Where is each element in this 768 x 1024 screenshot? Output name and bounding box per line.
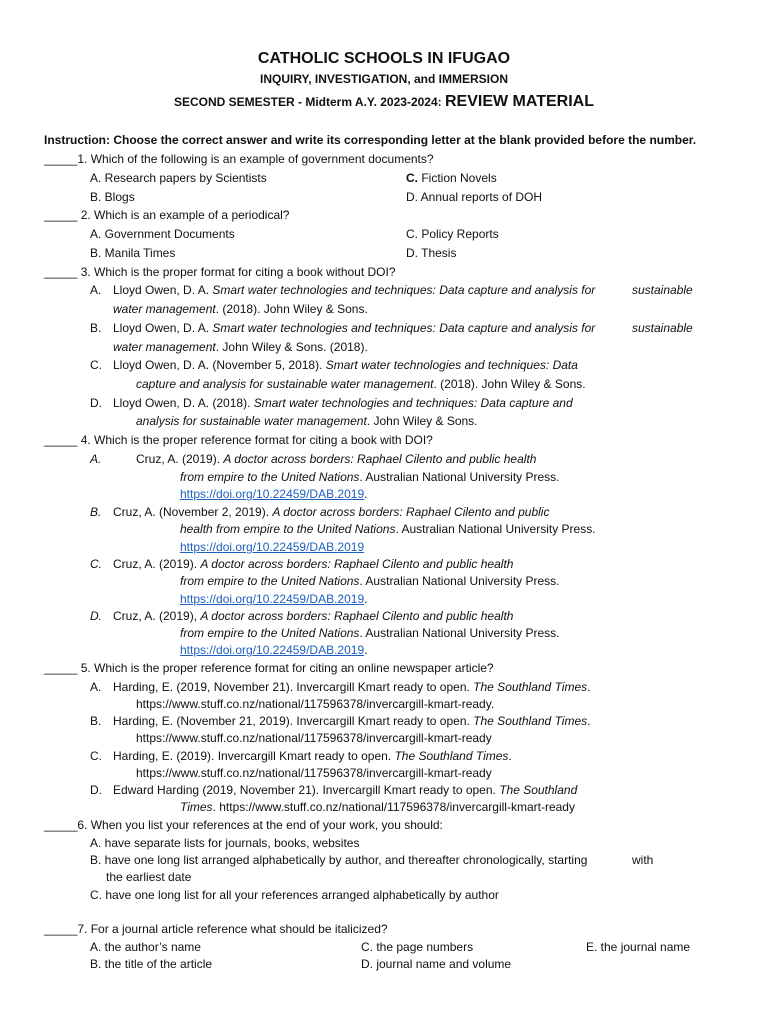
- q5-option-c-line1: [113, 748, 512, 765]
- q4-option-b-line3: [180, 539, 364, 556]
- q5-option-c-letter: C.: [90, 749, 102, 763]
- q5-c-paper: The Southland Times: [394, 749, 509, 763]
- q4-c-publisher: . Australian National University Press.: [359, 574, 560, 588]
- q4-option-a-line3: [180, 486, 367, 503]
- q1-option-a: A. Research papers by Scientists: [90, 171, 267, 185]
- q6-option-a: A. have separate lists for journals, books, websites: [90, 836, 360, 850]
- q4-b-doi-link[interactable]: https://doi.org/10.22459/DAB.2019: [180, 540, 365, 554]
- q3-b-author: Lloyd Owen, D. A.: [113, 321, 213, 335]
- q5-b-period: .: [587, 714, 591, 728]
- q3-option-b-tail: sustainable: [632, 321, 693, 335]
- q3-a-title: Smart water technologies and techniques: Data capture and analysis for: [212, 283, 596, 297]
- q3-a-author: Lloyd Owen, D. A.: [113, 283, 213, 297]
- q3-option-b-line2: [113, 339, 368, 356]
- q4-a-title-end: from empire to the United Nations: [180, 470, 360, 484]
- q4-option-b-line2: [180, 521, 596, 538]
- q4-a-publisher: . Australian National University Press.: [359, 470, 560, 484]
- q3-option-b-letter: B.: [90, 321, 102, 335]
- q5-option-c-url: https://www.stuff.co.nz/national/117596378/invercargill-kmart-ready: [136, 766, 492, 780]
- q5-option-d-line2: [180, 799, 575, 816]
- q1-option-b: B. Blogs: [90, 190, 135, 204]
- q7-option-c: C. the page numbers: [361, 940, 474, 954]
- q1-option-c-text: Fiction Novels: [418, 171, 497, 185]
- q5-option-a-line1: [113, 679, 590, 696]
- q6-option-b-line2: the earliest date: [106, 870, 192, 884]
- q2-option-c: C. Policy Reports: [406, 227, 499, 241]
- q5-b-paper: The Southland Times: [473, 714, 588, 728]
- q4-option-a-line1: [136, 451, 536, 468]
- q5-option-b-letter: B.: [90, 714, 102, 728]
- q4-option-c-letter: C.: [90, 557, 102, 571]
- q5-c-period: .: [508, 749, 512, 763]
- q5-option-b-line1: [113, 713, 590, 730]
- q5-a-period: .: [587, 680, 591, 694]
- q2-option-d: D. Thesis: [406, 246, 457, 260]
- q5-option-b-url: https://www.stuff.co.nz/national/117596378/invercargill-kmart-ready: [136, 731, 492, 745]
- semester-text: SECOND SEMESTER - Midterm A.Y. 2023-2024:: [174, 95, 445, 109]
- q4-a-doi-link[interactable]: https://doi.org/10.22459/DAB.2019: [180, 487, 365, 501]
- q5-d-paper: The Southland: [499, 783, 578, 797]
- q4-option-c-line1: [113, 556, 513, 573]
- q4-d-publisher: . Australian National University Press.: [359, 626, 560, 640]
- q7-option-d: D. journal name and volume: [361, 957, 512, 971]
- q4-a-period: .: [364, 487, 368, 501]
- q7-option-e: E. the journal name: [586, 940, 691, 954]
- question-5: _____ 5. Which is the proper reference format for citing an online newspaper article?: [44, 661, 494, 675]
- q3-option-d-line2: [136, 413, 478, 430]
- q3-option-a-line2: [113, 301, 368, 318]
- q4-b-author: Cruz, A. (November 2, 2019).: [113, 505, 273, 519]
- q7-option-b: B. the title of the article: [90, 957, 213, 971]
- q4-option-b-line1: [113, 504, 549, 521]
- q4-c-title-end: from empire to the United Nations: [180, 574, 360, 588]
- question-6: _____6. When you list your references at the end of your work, you should:: [44, 818, 443, 832]
- q4-d-doi-link[interactable]: https://doi.org/10.22459/DAB.2019: [180, 643, 365, 657]
- course-subtitle: INQUIRY, INVESTIGATION, and IMMERSION: [259, 72, 508, 86]
- q5-option-a-letter: A.: [90, 680, 102, 694]
- q3-d-publisher: . John Wiley & Sons.: [366, 414, 478, 428]
- q4-a-author: Cruz, A. (2019).: [136, 452, 224, 466]
- q3-option-d-letter: D.: [90, 396, 102, 410]
- q5-c-author: Harding, E. (2019). Invercargill Kmart ready to open.: [113, 749, 395, 763]
- question-7: _____7. For a journal article reference what should be italicized?: [44, 922, 388, 936]
- q1-option-d: D. Annual reports of DOH: [406, 190, 543, 204]
- q7-option-a: A. the author’s name: [90, 940, 201, 954]
- q5-d-paper-end: Times: [180, 800, 213, 814]
- q6-option-b-line1: B. have one long list arranged alphabetically by author, and thereafter chronologically, starting: [90, 853, 588, 867]
- q3-a-title-end: water management: [113, 302, 216, 316]
- instruction: Instruction: Choose the correct answer and write its corresponding letter at the blank provided before the number.: [44, 133, 697, 147]
- q3-a-publisher: . (2018). John Wiley & Sons.: [215, 302, 368, 316]
- q4-d-title: A doctor across borders: Raphael Cilento and public health: [200, 609, 514, 623]
- q4-b-title-end: health from empire to the United Nations: [180, 522, 396, 536]
- q3-b-publisher: . John Wiley & Sons. (2018).: [215, 340, 368, 354]
- q3-option-a-letter: A.: [90, 283, 102, 297]
- q4-option-c-line3: [180, 591, 367, 608]
- question-3: _____ 3. Which is the proper format for citing a book without DOI?: [44, 265, 396, 279]
- q3-c-title-end: capture and analysis for sustainable water management: [136, 377, 434, 391]
- q3-d-author: Lloyd Owen, D. A. (2018).: [113, 396, 254, 410]
- q5-d-author: Edward Harding (2019, November 21). Invercargill Kmart ready to open.: [113, 783, 500, 797]
- question-4: _____ 4. Which is the proper reference format for citing a book with DOI?: [44, 433, 433, 447]
- q4-option-d-line2: [180, 625, 560, 642]
- q5-a-paper: The Southland Times: [473, 680, 588, 694]
- q2-option-b: B. Manila Times: [90, 246, 176, 260]
- q5-b-author: Harding, E. (November 21, 2019). Invercargill Kmart ready to open.: [113, 714, 474, 728]
- q4-d-title-end: from empire to the United Nations: [180, 626, 360, 640]
- q3-option-c-letter: C.: [90, 358, 102, 372]
- question-1: _____1. Which of the following is an example of government documents?: [44, 152, 434, 166]
- q3-b-title: Smart water technologies and techniques: Data capture and analysis for: [212, 321, 596, 335]
- q3-option-a-tail: sustainable: [632, 283, 693, 297]
- q3-option-b-line1: [113, 320, 595, 337]
- q3-c-publisher: . (2018). John Wiley & Sons.: [433, 377, 586, 391]
- q4-c-title: A doctor across borders: Raphael Cilento and public health: [200, 557, 514, 571]
- q3-option-c-line2: [136, 376, 586, 393]
- q5-d-url: . https://www.stuff.co.nz/national/117596378/invercargill-kmart-ready: [212, 800, 575, 814]
- q4-d-author: Cruz, A. (2019),: [113, 609, 201, 623]
- review-material-label: REVIEW MATERIAL: [444, 93, 594, 110]
- q5-option-d-letter: D.: [90, 783, 102, 797]
- q3-c-title: Smart water technologies and techniques: Data: [325, 358, 578, 372]
- q4-option-b-letter: B.: [90, 505, 102, 519]
- q4-c-period: .: [364, 592, 368, 606]
- q2-option-a: A. Government Documents: [90, 227, 235, 241]
- question-2: _____ 2. Which is an example of a periodical?: [44, 208, 290, 222]
- q5-a-author: Harding, E. (2019, November 21). Invercargill Kmart ready to open.: [113, 680, 474, 694]
- q6-option-b-tail: with: [632, 853, 654, 867]
- q3-d-title-end: analysis for sustainable water management: [136, 414, 367, 428]
- q4-a-title: A doctor across borders: Raphael Cilento and public health: [223, 452, 537, 466]
- q4-option-d-letter: D.: [90, 609, 102, 623]
- q4-b-publisher: . Australian National University Press.: [395, 522, 596, 536]
- q6-option-c: C. have one long list for all your references arranged alphabetically by author: [90, 888, 499, 902]
- q4-option-d-line1: [113, 608, 513, 625]
- q4-b-title: A doctor across borders: Raphael Cilento and public: [272, 505, 550, 519]
- q5-option-a-url: https://www.stuff.co.nz/national/117596378/invercargill-kmart-ready.: [136, 697, 495, 711]
- q4-d-period: .: [364, 643, 368, 657]
- q4-c-author: Cruz, A. (2019).: [113, 557, 201, 571]
- q3-option-c-line1: [113, 357, 578, 374]
- q3-c-author: Lloyd Owen, D. A. (November 5, 2018).: [113, 358, 326, 372]
- q4-option-c-line2: [180, 573, 560, 590]
- q4-option-a-letter: A.: [90, 452, 102, 466]
- q4-c-doi-link[interactable]: https://doi.org/10.22459/DAB.2019: [180, 592, 365, 606]
- q1-option-c: [406, 170, 497, 187]
- q3-option-a-line1: [113, 282, 595, 299]
- q3-d-title: Smart water technologies and techniques: Data capture and: [253, 396, 573, 410]
- q4-option-a-line2: [180, 469, 560, 486]
- school-title: CATHOLIC SCHOOLS IN IFUGAO: [257, 50, 511, 67]
- q1-option-c-letter: C.: [406, 171, 418, 185]
- q5-option-d-line1: [113, 782, 577, 799]
- q4-option-d-line3: [180, 642, 367, 659]
- q3-b-title-end: water management: [113, 340, 216, 354]
- q3-option-d-line1: [113, 395, 573, 412]
- semester-line: [0, 93, 768, 111]
